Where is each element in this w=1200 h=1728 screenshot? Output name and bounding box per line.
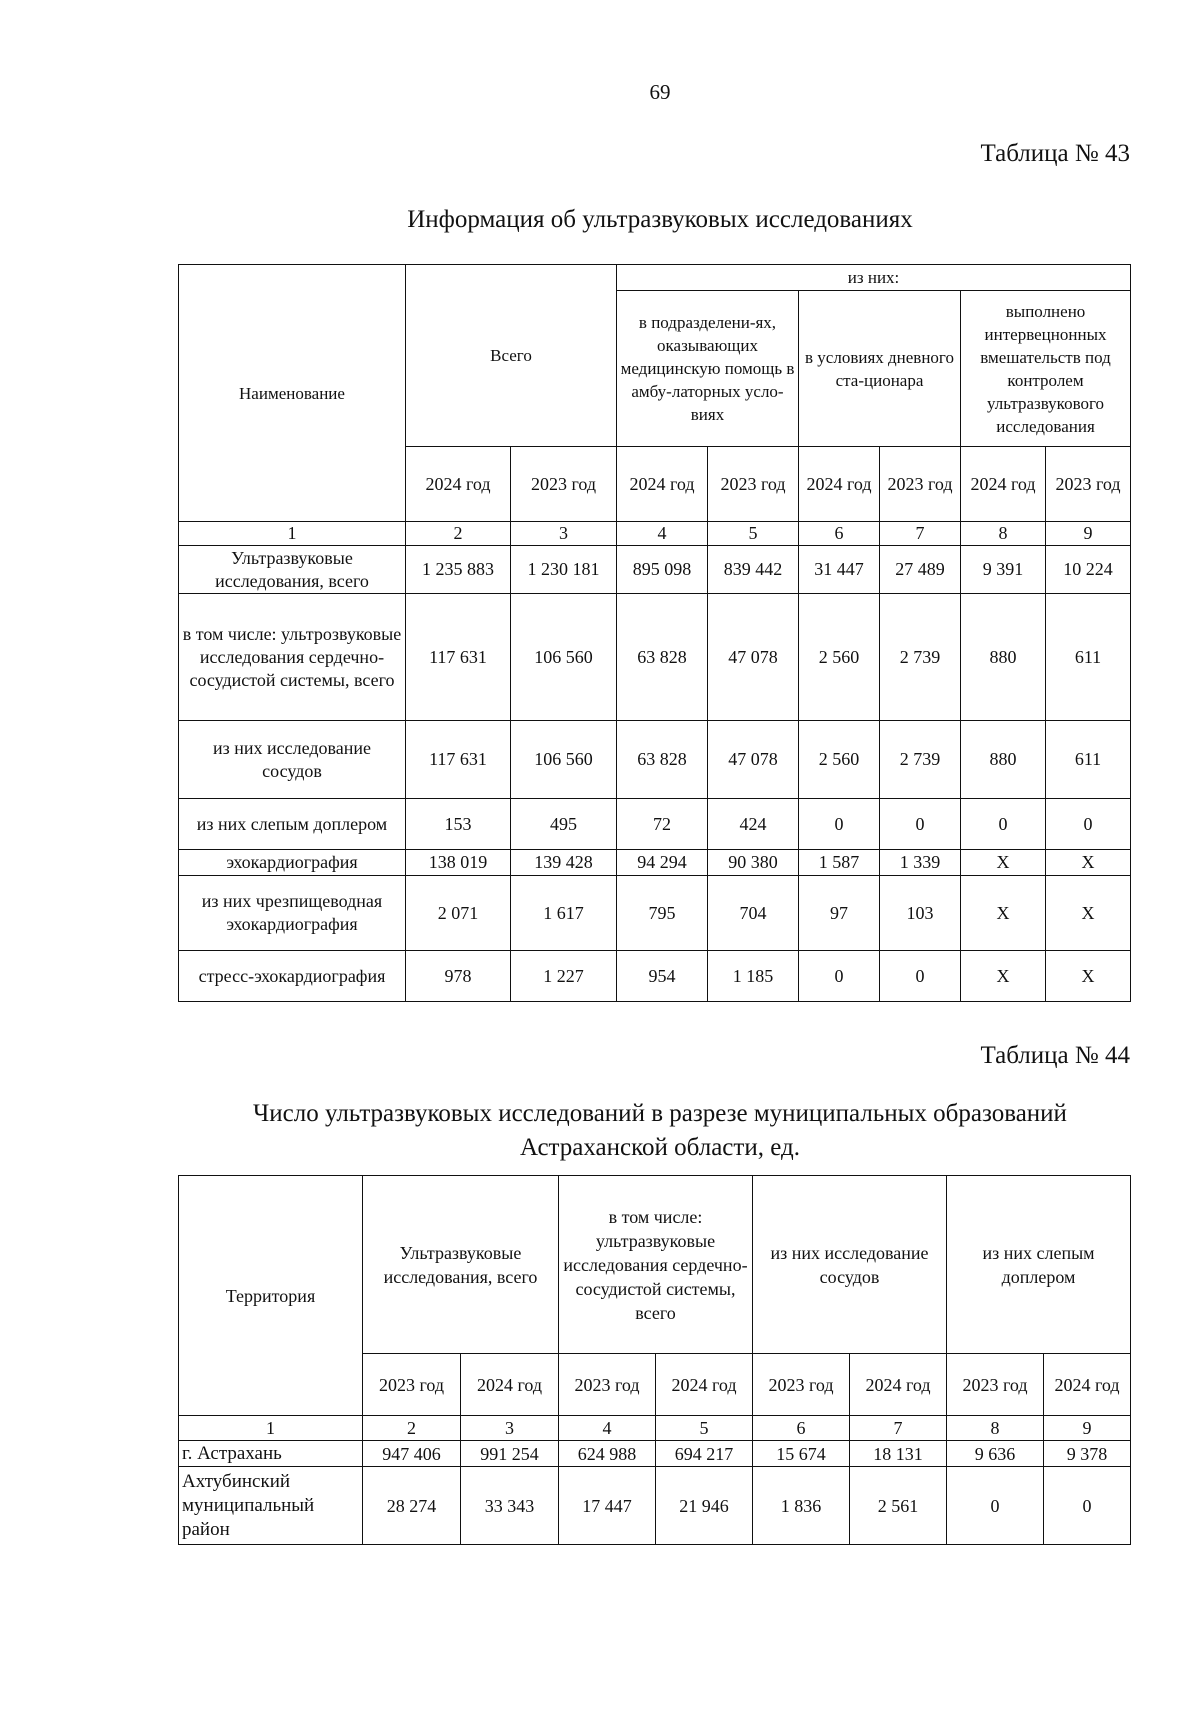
table-cell: 72 [617, 799, 708, 850]
table-cell: 880 [961, 721, 1046, 799]
header-interventions: выполнено интервецнонных вмешательств под контролем ультразвукового исследования [961, 291, 1131, 447]
table-cell: 947 406 [363, 1441, 461, 1467]
table-cell: 1 185 [708, 951, 799, 1002]
table-cell: 17 447 [559, 1467, 656, 1545]
table-cell: 2 560 [799, 721, 880, 799]
table-cell: X [961, 876, 1046, 951]
table-43-caption: Таблица № 43 [980, 140, 1130, 167]
table-cell: 0 [1046, 799, 1131, 850]
ultrasound-info-table [178, 264, 1131, 1002]
table-cell: 1 339 [880, 850, 961, 876]
table-cell: 117 631 [406, 594, 511, 721]
table-cell: 33 343 [461, 1467, 559, 1545]
column-index: 5 [656, 1416, 753, 1441]
table-cell: 1 235 883 [406, 546, 511, 594]
table-cell: 624 988 [559, 1441, 656, 1467]
column-index: 4 [617, 522, 708, 546]
table-cell: 1 227 [511, 951, 617, 1002]
column-index: 6 [799, 522, 880, 546]
row-label: из них слепым доплером [179, 799, 406, 850]
table-44-title-line2: Астраханской области, ед. [520, 1134, 800, 1161]
table-44-title-line1: Число ультразвуковых исследований в разрезе муниципальных образований [253, 1100, 1067, 1127]
column-index: 6 [753, 1416, 850, 1441]
table-44-caption: Таблица № 44 [980, 1042, 1130, 1069]
table-cell: 27 489 [880, 546, 961, 594]
table-cell: 138 019 [406, 850, 511, 876]
year-header: 2023 год [753, 1354, 850, 1416]
table-cell: 611 [1046, 721, 1131, 799]
column-index: 3 [511, 522, 617, 546]
table-cell: 795 [617, 876, 708, 951]
table-cell: 839 442 [708, 546, 799, 594]
year-header: 2023 год [511, 447, 617, 522]
table-cell: 0 [961, 799, 1046, 850]
column-index: 2 [363, 1416, 461, 1441]
table-cell: 2 561 [850, 1467, 947, 1545]
table-cell: 28 274 [363, 1467, 461, 1545]
header-of-them: из них: [617, 265, 1131, 291]
table-cell: 9 391 [961, 546, 1046, 594]
year-header: 2023 год [947, 1354, 1044, 1416]
table-cell: 97 [799, 876, 880, 951]
table-cell: 106 560 [511, 594, 617, 721]
year-header: 2024 год [850, 1354, 947, 1416]
table-cell: 704 [708, 876, 799, 951]
column-index: 9 [1046, 522, 1131, 546]
table-cell: 1 836 [753, 1467, 850, 1545]
table-cell: 895 098 [617, 546, 708, 594]
municipal-ultrasound-table [178, 1175, 1131, 1545]
column-index: 3 [461, 1416, 559, 1441]
table-cell: 611 [1046, 594, 1131, 721]
table-cell: 47 078 [708, 721, 799, 799]
header-cardio: в том числе: ультразвуковые исследования сердечно-сосудистой системы, всего [559, 1176, 753, 1354]
table-cell: 495 [511, 799, 617, 850]
table-cell: 21 946 [656, 1467, 753, 1545]
row-label: из них чрезпищеводная эхокардиография [179, 876, 406, 951]
page-number: 69 [649, 80, 671, 104]
row-label: г. Астрахань [179, 1441, 363, 1467]
row-label: из них исследование сосудов [179, 721, 406, 799]
year-header: 2024 год [656, 1354, 753, 1416]
table-cell: 103 [880, 876, 961, 951]
header-day-hospital: в условиях дневного ста-ционара [799, 291, 961, 447]
header-us-total: Ультразвуковые исследования, всего [363, 1176, 559, 1354]
column-index: 4 [559, 1416, 656, 1441]
table-cell: 954 [617, 951, 708, 1002]
table-cell: 424 [708, 799, 799, 850]
table-cell: X [961, 951, 1046, 1002]
year-header: 2024 год [1044, 1354, 1131, 1416]
table-cell: 0 [1044, 1467, 1131, 1545]
row-label: Ахтубинский муниципальный район [179, 1467, 363, 1545]
header-blind-doppler: из них слепым доплером [947, 1176, 1131, 1354]
header-total: Всего [406, 265, 617, 447]
table-cell: 18 131 [850, 1441, 947, 1467]
column-index: 1 [179, 1416, 363, 1441]
column-index: 2 [406, 522, 511, 546]
year-header: 2023 год [559, 1354, 656, 1416]
year-header: 2023 год [1046, 447, 1131, 522]
year-header: 2024 год [461, 1354, 559, 1416]
year-header: 2024 год [961, 447, 1046, 522]
column-index: 9 [1044, 1416, 1131, 1441]
table-cell: 1 617 [511, 876, 617, 951]
year-header: 2023 год [880, 447, 961, 522]
table-43-title: Информация об ультразвуковых исследованиях [407, 206, 913, 233]
table-cell: 94 294 [617, 850, 708, 876]
table-cell: 9 378 [1044, 1441, 1131, 1467]
table-cell: 880 [961, 594, 1046, 721]
column-index: 8 [947, 1416, 1044, 1441]
row-label: стресс-эхокардиография [179, 951, 406, 1002]
table-cell: 106 560 [511, 721, 617, 799]
table-cell: 2 739 [880, 721, 961, 799]
table-cell: 978 [406, 951, 511, 1002]
table-cell: 139 428 [511, 850, 617, 876]
table-cell: 0 [880, 799, 961, 850]
table-cell: X [1046, 876, 1131, 951]
year-header: 2024 год [799, 447, 880, 522]
table-cell: 2 071 [406, 876, 511, 951]
table-cell: 2 739 [880, 594, 961, 721]
year-header: 2024 год [406, 447, 511, 522]
header-territory: Территория [179, 1176, 363, 1416]
table-cell: 0 [947, 1467, 1044, 1545]
header-outpatient: в подразделени-ях, оказывающих медицинскую помощь в амбу-латорных усло-виях [617, 291, 799, 447]
table-cell: 694 217 [656, 1441, 753, 1467]
row-label: Ультразвуковые исследования, всего [179, 546, 406, 594]
header-name: Наименование [179, 265, 406, 522]
table-cell: X [1046, 951, 1131, 1002]
column-index: 7 [850, 1416, 947, 1441]
year-header: 2023 год [363, 1354, 461, 1416]
table-cell: 15 674 [753, 1441, 850, 1467]
table-cell: 9 636 [947, 1441, 1044, 1467]
table-cell: 90 380 [708, 850, 799, 876]
row-label: в том числе: ультрозвуковые исследования сердечно-сосудистой системы, всего [179, 594, 406, 721]
column-index: 5 [708, 522, 799, 546]
table-cell: 63 828 [617, 594, 708, 721]
table-cell: 991 254 [461, 1441, 559, 1467]
table-cell: 0 [799, 951, 880, 1002]
column-index: 1 [179, 522, 406, 546]
table-cell: 1 587 [799, 850, 880, 876]
table-cell: 0 [799, 799, 880, 850]
column-index: 7 [880, 522, 961, 546]
table-cell: 31 447 [799, 546, 880, 594]
table-cell: 1 230 181 [511, 546, 617, 594]
table-cell: 63 828 [617, 721, 708, 799]
table-cell: 117 631 [406, 721, 511, 799]
table-cell: 10 224 [1046, 546, 1131, 594]
table-cell: 2 560 [799, 594, 880, 721]
table-cell: X [961, 850, 1046, 876]
table-cell: 47 078 [708, 594, 799, 721]
column-index: 8 [961, 522, 1046, 546]
table-cell: 153 [406, 799, 511, 850]
year-header: 2023 год [708, 447, 799, 522]
table-cell: X [1046, 850, 1131, 876]
header-vessels: из них исследование сосудов [753, 1176, 947, 1354]
year-header: 2024 год [617, 447, 708, 522]
table-cell: 0 [880, 951, 961, 1002]
row-label: эхокардиография [179, 850, 406, 876]
